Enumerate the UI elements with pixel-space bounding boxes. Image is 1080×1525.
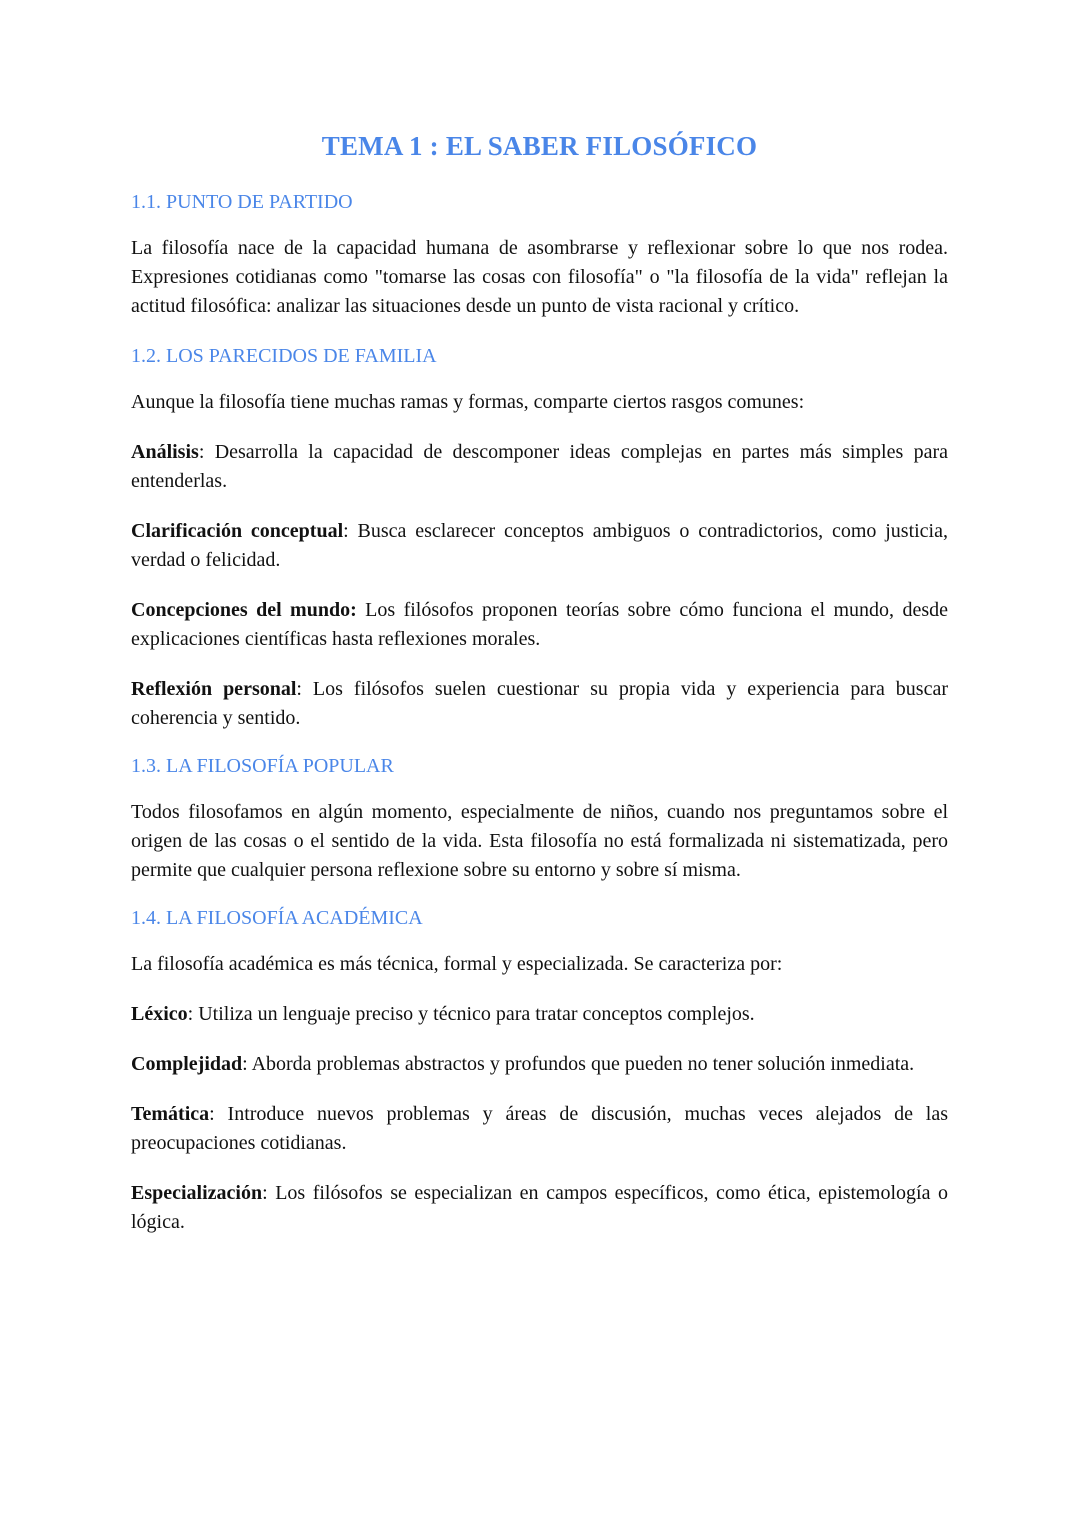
- paragraph-text: Los filósofos proponen teorías sobre cómo funciona el mundo, desde explicaciones científicas hasta reflexiones morales.: [131, 599, 949, 650]
- paragraph-term: Clarificación conceptual: [131, 520, 344, 542]
- paragraph: [131, 1050, 948, 1079]
- paragraph: [131, 950, 948, 979]
- paragraph-term: Léxico: [131, 1003, 188, 1025]
- paragraph-text: La filosofía nace de la capacidad humana de asombrarse y reflexionar sobre lo que nos rodea. Expresiones cotidianas como "tomarse las cosas con filosofía" o "la filosofía de la vida" reflejan la actitud filosófica: analizar las situaciones desde un punto de vista racional y crítico.: [131, 237, 948, 317]
- paragraph-term: Temática: [131, 1103, 210, 1125]
- paragraph-term: Análisis: [131, 441, 199, 463]
- section-heading-1-1: 1.1. PUNTO DE PARTIDO: [131, 191, 353, 213]
- paragraph: [131, 1100, 948, 1158]
- paragraph-term: Reflexión personal: [131, 678, 297, 700]
- section-heading-1-3: 1.3. LA FILOSOFÍA POPULAR: [131, 755, 394, 777]
- document-title: TEMA 1 : EL SABER FILOSÓFICO: [321, 131, 758, 161]
- paragraph-term: Especialización: [131, 1182, 263, 1204]
- paragraph-text: : Utiliza un lenguaje preciso y técnico para tratar conceptos complejos.: [187, 1003, 755, 1025]
- paragraph-text: Aunque la filosofía tiene muchas ramas y formas, comparte ciertos rasgos comunes:: [131, 391, 805, 413]
- section-heading-1-2: 1.2. LOS PARECIDOS DE FAMILIA: [131, 345, 437, 367]
- paragraph: [131, 234, 948, 321]
- paragraph-term: Concepciones del mundo:: [131, 599, 357, 621]
- paragraph: [131, 388, 948, 417]
- paragraph: [131, 438, 948, 496]
- paragraph: [131, 1000, 948, 1029]
- paragraph: [131, 675, 948, 733]
- paragraph-text: : Introduce nuevos problemas y áreas de discusión, muchas veces alejados de las preocupaciones cotidianas.: [131, 1103, 948, 1154]
- paragraph-text: : Desarrolla la capacidad de descomponer ideas complejas en partes más simples para entenderlas.: [131, 441, 948, 492]
- paragraph-term: Complejidad: [131, 1053, 243, 1075]
- paragraph-text: : Aborda problemas abstractos y profundos que pueden no tener solución inmediata.: [242, 1053, 915, 1075]
- paragraph: [131, 1179, 948, 1237]
- paragraph: [131, 798, 948, 885]
- paragraph-text: La filosofía académica es más técnica, formal y especializada. Se caracteriza por:: [131, 953, 783, 975]
- paragraph: [131, 596, 948, 654]
- document-page: [131, 128, 948, 1258]
- paragraph-text: : Busca esclarecer conceptos ambiguos o contradictorios, como justicia, verdad o felicidad.: [131, 520, 948, 571]
- paragraph: [131, 517, 948, 575]
- paragraph-text: : Los filósofos se especializan en campos específicos, como ética, epistemología o lógica.: [131, 1182, 948, 1233]
- paragraph-text: : Los filósofos suelen cuestionar su propia vida y experiencia para buscar coherencia y sentido.: [131, 678, 948, 729]
- section-heading-1-4: 1.4. LA FILOSOFÍA ACADÉMICA: [131, 907, 423, 929]
- paragraph-text: Todos filosofamos en algún momento, especialmente de niños, cuando nos preguntamos sobre el origen de las cosas o el sentido de la vida. Esta filosofía no está formalizada ni sistematizada, pero permite que cualquier persona reflexione sobre su entorno y sobre sí misma.: [131, 801, 948, 881]
